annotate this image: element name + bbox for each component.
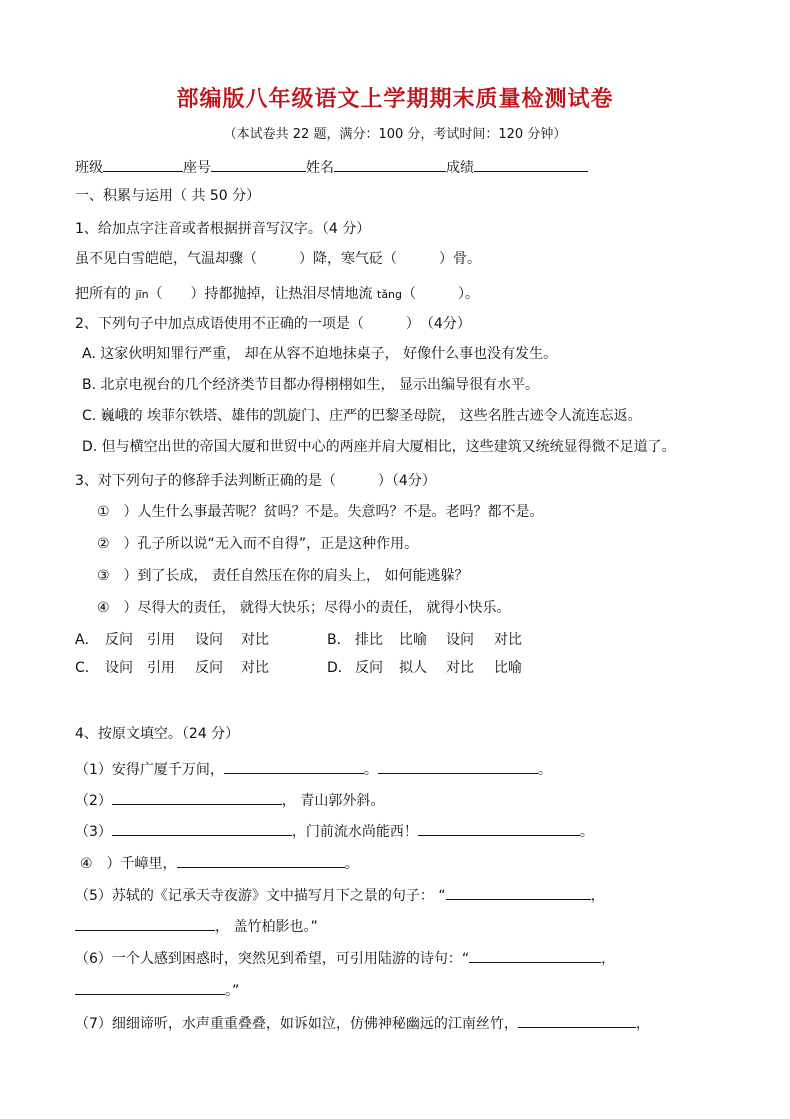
q3-choice-b [327,631,534,649]
choice-term: 反问 [355,660,383,676]
q4-line-6 [75,948,615,968]
q4-line-5-cont [75,916,318,936]
exam-subtitle: （本试卷共 22 题，满分：100 分，考试时间：120 分钟） [223,127,567,142]
answer-blank[interactable] [446,885,591,900]
score-label: 成绩 [446,160,474,176]
q3-item-text: ）尽得大的责任， 就得大快乐；尽得小的责任， 就得小快乐。 [109,600,511,616]
q1-line2-part-a: 把所有的 [75,286,136,302]
q4-text: ， 盖竹柏影也。” [215,919,318,935]
q4-text: （6）一个人感到困惑时，突然见到希望，可引用陆游的诗句：“ [75,951,470,967]
answer-blank[interactable] [75,980,225,995]
q4-text: 。” [225,983,240,999]
choice-term: 设问 [195,632,223,648]
q4-text: ， [635,1016,650,1032]
choice-term: 对比 [446,660,474,676]
q4-text: 。 [344,856,359,872]
q2-option-b: B. 北京电视台的几个经济类节目都办得栩栩如生， 显示出编导很有水平。 [82,377,539,393]
q2-option-c: C. 巍峨的 埃菲尔铁塔、雄伟的凯旋门、庄严的巴黎圣母院， 这些名胜古迹令人流连忘返。 [82,408,642,424]
q4-text: ， [590,888,605,904]
q3-item-2 [97,535,418,553]
q3-choice-a [75,631,281,649]
choice-term: 设问 [105,660,133,676]
choice-letter: C． [75,660,99,676]
q4-line-7 [75,1013,650,1033]
pinyin-2: tǎng [377,288,403,301]
class-blank[interactable] [103,157,183,172]
answer-blank[interactable] [177,853,345,868]
q3-choice-d [327,659,534,677]
q3-item-text: ）孔子所以说“无入而不自得”，正是这种作用。 [109,536,419,552]
q4-text: （7）细细谛听，水声重重叠叠，如诉如泣，仿佛神秘幽远的江南丝竹， [75,1016,518,1032]
q4-stem: 4、按原文填空。（24 分） [75,726,240,742]
seat-label: 座号 [183,160,211,176]
q4-text: ， 青山郭外斜。 [281,793,385,809]
q4-text: （3） [75,824,112,840]
pinyin-1: jīn [135,288,149,301]
q4-text: ， [601,951,616,967]
choice-term: 对比 [241,660,269,676]
q1-line2-part-b: （ ）持都抛掉，让热泪尽情地流 [148,286,377,302]
name-blank[interactable] [334,157,446,172]
page-title: 部编版八年级语文上学期期末质量检测试卷 [176,87,614,112]
answer-blank[interactable] [418,821,580,836]
choice-letter: D． [327,660,352,676]
q3-item-3 [97,567,468,585]
q3-item-num: ③ [97,568,110,584]
q4-text: ，门前流水尚能西！ [291,824,418,840]
choice-letter: B． [327,632,351,648]
answer-blank[interactable] [518,1013,636,1028]
choice-term: 对比 [494,632,522,648]
q1-line1: 虽不见白雪皑皑，气温却骤（ ）降，寒气砭（ ）骨。 [75,251,481,267]
name-label: 姓名 [306,160,334,176]
q4-text: （5）苏轼的《记承天寺夜游》文中描写月下之景的句子： “ [75,888,446,904]
q1-line2-part-c: （ ）。 [402,286,480,302]
choice-term: 对比 [241,632,269,648]
q3-choice-c [75,659,281,677]
q3-item-text: ）人生什么事最苦呢？贫吗？不是。失意吗？不是。老吗？都不是。 [109,504,544,520]
answer-blank[interactable] [112,790,282,805]
q4-text: （2） [75,793,112,809]
q2-stem: 2、下列句子中加点成语使用不正确的一项是（ ） （4分） [75,316,471,332]
choice-term: 设问 [446,632,474,648]
q4-text: 。 [579,824,594,840]
answer-blank[interactable] [378,759,538,774]
q3-item-4 [97,599,510,617]
q4-text: 。 [537,762,552,778]
q2-option-d: D. 但与横空出世的帝国大厦和世贸中心的两座并肩大厦相比，这些建筑又统统显得微不足道了。 [82,439,676,455]
q3-item-num: ④ [97,600,110,616]
q4-line-4 [80,853,359,873]
choice-term: 引用 [147,660,175,676]
q3-item-num: ② [97,536,110,552]
answer-blank[interactable] [224,759,364,774]
q4-line-2 [75,790,384,810]
seat-blank[interactable] [211,157,306,172]
q4-text: （1）安得广厦千万间， [75,762,224,778]
score-blank[interactable] [474,157,588,172]
class-label: 班级 [75,160,103,176]
choice-letter: A． [75,632,99,648]
q1-stem: 1、给加点字注音或者根据拼音写汉字。（4 分） [75,221,371,237]
q4-line-6-cont [75,980,239,1000]
choice-term: 比喻 [399,632,427,648]
section-heading: 一、积累与运用（ 共 50 分） [75,188,261,204]
answer-blank[interactable] [75,916,215,931]
choice-term: 反问 [105,632,133,648]
choice-term: 反问 [195,660,223,676]
q4-line-5 [75,885,605,905]
choice-term: 比喻 [494,660,522,676]
q4-item-num: ④ [80,856,93,872]
answer-blank[interactable] [112,821,292,836]
q3-stem: 3、对下列句子的修辞手法判断正确的是（ ）（4分） [75,473,436,489]
q4-line-3 [75,821,594,841]
student-info-row [75,157,588,177]
choice-term: 排比 [355,632,383,648]
q4-text: ）千嶂里， [92,856,177,872]
answer-blank[interactable] [469,948,601,963]
choice-term: 拟人 [399,660,427,676]
q3-item-text: ）到了长成， 责任自然压在你的肩头上， 如何能逃躲？ [109,568,469,584]
q4-text: 。 [363,762,378,778]
q3-item-num: ① [97,504,110,520]
q2-option-a: A. 这家伙明知罪行严重， 却在从容不迫地抹桌子， 好像什么事也没有发生。 [82,346,558,362]
q1-line2 [75,285,479,304]
q3-item-1 [97,503,544,521]
q4-line-1 [75,759,552,779]
choice-term: 引用 [147,632,175,648]
